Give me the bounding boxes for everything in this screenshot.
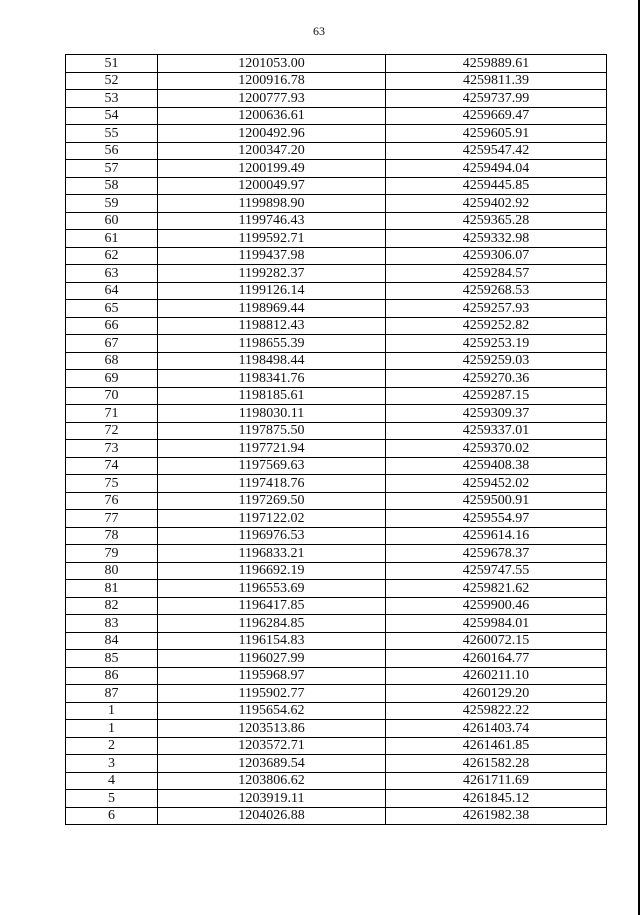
x-coordinate-cell: 1199126.14 — [158, 282, 386, 300]
x-coordinate-cell: 1195902.77 — [158, 685, 386, 703]
table-row — [66, 230, 607, 248]
point-number-cell: 78 — [66, 527, 158, 545]
y-coordinate-cell: 4259984.01 — [386, 615, 607, 633]
table-row — [66, 422, 607, 440]
table-row — [66, 492, 607, 510]
point-number-cell: 83 — [66, 615, 158, 633]
y-coordinate-cell: 4259252.82 — [386, 317, 607, 335]
y-coordinate-cell: 4259811.39 — [386, 72, 607, 90]
x-coordinate-cell: 1200199.49 — [158, 160, 386, 178]
y-coordinate-cell: 4259821.62 — [386, 580, 607, 598]
point-number-cell: 69 — [66, 370, 158, 388]
table-row — [66, 352, 607, 370]
point-number-cell: 75 — [66, 475, 158, 493]
y-coordinate-cell: 4259370.02 — [386, 440, 607, 458]
table-row — [66, 457, 607, 475]
x-coordinate-cell: 1201053.00 — [158, 55, 386, 73]
table-row — [66, 702, 607, 720]
table-row — [66, 195, 607, 213]
y-coordinate-cell: 4259445.85 — [386, 177, 607, 195]
point-number-cell: 72 — [66, 422, 158, 440]
y-coordinate-cell: 4259306.07 — [386, 247, 607, 265]
point-number-cell: 63 — [66, 265, 158, 283]
table-row — [66, 790, 607, 808]
point-number-cell: 58 — [66, 177, 158, 195]
x-coordinate-cell: 1200347.20 — [158, 142, 386, 160]
x-coordinate-cell: 1198030.11 — [158, 405, 386, 423]
table-row — [66, 737, 607, 755]
point-number-cell: 65 — [66, 300, 158, 318]
point-number-cell: 77 — [66, 510, 158, 528]
x-coordinate-cell: 1203572.71 — [158, 737, 386, 755]
point-number-cell: 2 — [66, 737, 158, 755]
x-coordinate-cell: 1199898.90 — [158, 195, 386, 213]
x-coordinate-cell: 1200492.96 — [158, 125, 386, 143]
table-row — [66, 317, 607, 335]
x-coordinate-cell: 1197122.02 — [158, 510, 386, 528]
table-row — [66, 580, 607, 598]
point-number-cell: 51 — [66, 55, 158, 73]
x-coordinate-cell: 1203919.11 — [158, 790, 386, 808]
y-coordinate-cell: 4261403.74 — [386, 720, 607, 738]
y-coordinate-cell: 4259500.91 — [386, 492, 607, 510]
point-number-cell: 62 — [66, 247, 158, 265]
x-coordinate-cell: 1200636.61 — [158, 107, 386, 125]
table-row — [66, 405, 607, 423]
y-coordinate-cell: 4259253.19 — [386, 335, 607, 353]
y-coordinate-cell: 4259408.38 — [386, 457, 607, 475]
x-coordinate-cell: 1199746.43 — [158, 212, 386, 230]
point-number-cell: 3 — [66, 755, 158, 773]
y-coordinate-cell: 4259259.03 — [386, 352, 607, 370]
x-coordinate-cell: 1203806.62 — [158, 772, 386, 790]
point-number-cell: 55 — [66, 125, 158, 143]
point-number-cell: 66 — [66, 317, 158, 335]
y-coordinate-cell: 4259287.15 — [386, 387, 607, 405]
table-row — [66, 370, 607, 388]
point-number-cell: 67 — [66, 335, 158, 353]
x-coordinate-cell: 1198185.61 — [158, 387, 386, 405]
x-coordinate-cell: 1196976.53 — [158, 527, 386, 545]
table-row — [66, 597, 607, 615]
y-coordinate-cell: 4261582.28 — [386, 755, 607, 773]
y-coordinate-cell: 4259402.92 — [386, 195, 607, 213]
table-row — [66, 755, 607, 773]
point-number-cell: 61 — [66, 230, 158, 248]
y-coordinate-cell: 4259257.93 — [386, 300, 607, 318]
point-number-cell: 53 — [66, 90, 158, 108]
y-coordinate-cell: 4259554.97 — [386, 510, 607, 528]
point-number-cell: 76 — [66, 492, 158, 510]
point-number-cell: 84 — [66, 632, 158, 650]
point-number-cell: 68 — [66, 352, 158, 370]
x-coordinate-cell: 1196833.21 — [158, 545, 386, 563]
table-row — [66, 807, 607, 825]
x-coordinate-cell: 1197269.50 — [158, 492, 386, 510]
table-row — [66, 177, 607, 195]
x-coordinate-cell: 1196553.69 — [158, 580, 386, 598]
table-row — [66, 387, 607, 405]
y-coordinate-cell: 4260072.15 — [386, 632, 607, 650]
coordinates-table-body — [66, 55, 607, 825]
x-coordinate-cell: 1196154.83 — [158, 632, 386, 650]
y-coordinate-cell: 4259309.37 — [386, 405, 607, 423]
y-coordinate-cell: 4261461.85 — [386, 737, 607, 755]
y-coordinate-cell: 4259494.04 — [386, 160, 607, 178]
table-row — [66, 615, 607, 633]
y-coordinate-cell: 4259678.37 — [386, 545, 607, 563]
y-coordinate-cell: 4259669.47 — [386, 107, 607, 125]
table-row — [66, 440, 607, 458]
x-coordinate-cell: 1196417.85 — [158, 597, 386, 615]
x-coordinate-cell: 1196692.19 — [158, 562, 386, 580]
point-number-cell: 82 — [66, 597, 158, 615]
table-row — [66, 650, 607, 668]
x-coordinate-cell: 1199592.71 — [158, 230, 386, 248]
point-number-cell: 1 — [66, 720, 158, 738]
table-row — [66, 212, 607, 230]
table-row — [66, 667, 607, 685]
x-coordinate-cell: 1203689.54 — [158, 755, 386, 773]
y-coordinate-cell: 4259737.99 — [386, 90, 607, 108]
table-row — [66, 125, 607, 143]
x-coordinate-cell: 1200777.93 — [158, 90, 386, 108]
table-row — [66, 510, 607, 528]
y-coordinate-cell: 4259822.22 — [386, 702, 607, 720]
x-coordinate-cell: 1195654.62 — [158, 702, 386, 720]
table-row — [66, 527, 607, 545]
table-row — [66, 335, 607, 353]
page-number: 63 — [313, 24, 325, 38]
table-row — [66, 72, 607, 90]
point-number-cell: 1 — [66, 702, 158, 720]
x-coordinate-cell: 1198498.44 — [158, 352, 386, 370]
x-coordinate-cell: 1197569.63 — [158, 457, 386, 475]
point-number-cell: 79 — [66, 545, 158, 563]
point-number-cell: 74 — [66, 457, 158, 475]
x-coordinate-cell: 1200049.97 — [158, 177, 386, 195]
point-number-cell: 5 — [66, 790, 158, 808]
x-coordinate-cell: 1199282.37 — [158, 265, 386, 283]
x-coordinate-cell: 1196027.99 — [158, 650, 386, 668]
table-row — [66, 300, 607, 318]
table-row — [66, 720, 607, 738]
y-coordinate-cell: 4259605.91 — [386, 125, 607, 143]
y-coordinate-cell: 4260211.10 — [386, 667, 607, 685]
table-row — [66, 545, 607, 563]
point-number-cell: 6 — [66, 807, 158, 825]
x-coordinate-cell: 1199437.98 — [158, 247, 386, 265]
table-row — [66, 685, 607, 703]
y-coordinate-cell: 4259614.16 — [386, 527, 607, 545]
point-number-cell: 56 — [66, 142, 158, 160]
table-row — [66, 265, 607, 283]
y-coordinate-cell: 4260129.20 — [386, 685, 607, 703]
point-number-cell: 86 — [66, 667, 158, 685]
x-coordinate-cell: 1198341.76 — [158, 370, 386, 388]
y-coordinate-cell: 4259284.57 — [386, 265, 607, 283]
point-number-cell: 73 — [66, 440, 158, 458]
x-coordinate-cell: 1198812.43 — [158, 317, 386, 335]
point-number-cell: 71 — [66, 405, 158, 423]
y-coordinate-cell: 4260164.77 — [386, 650, 607, 668]
x-coordinate-cell: 1198969.44 — [158, 300, 386, 318]
point-number-cell: 81 — [66, 580, 158, 598]
point-number-cell: 52 — [66, 72, 158, 90]
x-coordinate-cell: 1197875.50 — [158, 422, 386, 440]
point-number-cell: 60 — [66, 212, 158, 230]
table-row — [66, 90, 607, 108]
table-row — [66, 562, 607, 580]
y-coordinate-cell: 4261711.69 — [386, 772, 607, 790]
y-coordinate-cell: 4259365.28 — [386, 212, 607, 230]
table-row — [66, 160, 607, 178]
point-number-cell: 64 — [66, 282, 158, 300]
y-coordinate-cell: 4261845.12 — [386, 790, 607, 808]
x-coordinate-cell: 1200916.78 — [158, 72, 386, 90]
point-number-cell: 4 — [66, 772, 158, 790]
point-number-cell: 57 — [66, 160, 158, 178]
point-number-cell: 80 — [66, 562, 158, 580]
x-coordinate-cell: 1197721.94 — [158, 440, 386, 458]
y-coordinate-cell: 4259337.01 — [386, 422, 607, 440]
table-row — [66, 475, 607, 493]
table-row — [66, 632, 607, 650]
x-coordinate-cell: 1204026.88 — [158, 807, 386, 825]
y-coordinate-cell: 4259268.53 — [386, 282, 607, 300]
y-coordinate-cell: 4259747.55 — [386, 562, 607, 580]
y-coordinate-cell: 4259889.61 — [386, 55, 607, 73]
x-coordinate-cell: 1196284.85 — [158, 615, 386, 633]
point-number-cell: 70 — [66, 387, 158, 405]
y-coordinate-cell: 4259452.02 — [386, 475, 607, 493]
point-number-cell: 54 — [66, 107, 158, 125]
y-coordinate-cell: 4259547.42 — [386, 142, 607, 160]
y-coordinate-cell: 4259270.36 — [386, 370, 607, 388]
coordinates-table — [65, 54, 607, 825]
x-coordinate-cell: 1198655.39 — [158, 335, 386, 353]
x-coordinate-cell: 1197418.76 — [158, 475, 386, 493]
table-row — [66, 55, 607, 73]
x-coordinate-cell: 1195968.97 — [158, 667, 386, 685]
x-coordinate-cell: 1203513.86 — [158, 720, 386, 738]
table-row — [66, 142, 607, 160]
y-coordinate-cell: 4259900.46 — [386, 597, 607, 615]
y-coordinate-cell: 4259332.98 — [386, 230, 607, 248]
table-row — [66, 107, 607, 125]
table-row — [66, 772, 607, 790]
point-number-cell: 59 — [66, 195, 158, 213]
table-row — [66, 282, 607, 300]
point-number-cell: 87 — [66, 685, 158, 703]
y-coordinate-cell: 4261982.38 — [386, 807, 607, 825]
table-row — [66, 247, 607, 265]
point-number-cell: 85 — [66, 650, 158, 668]
